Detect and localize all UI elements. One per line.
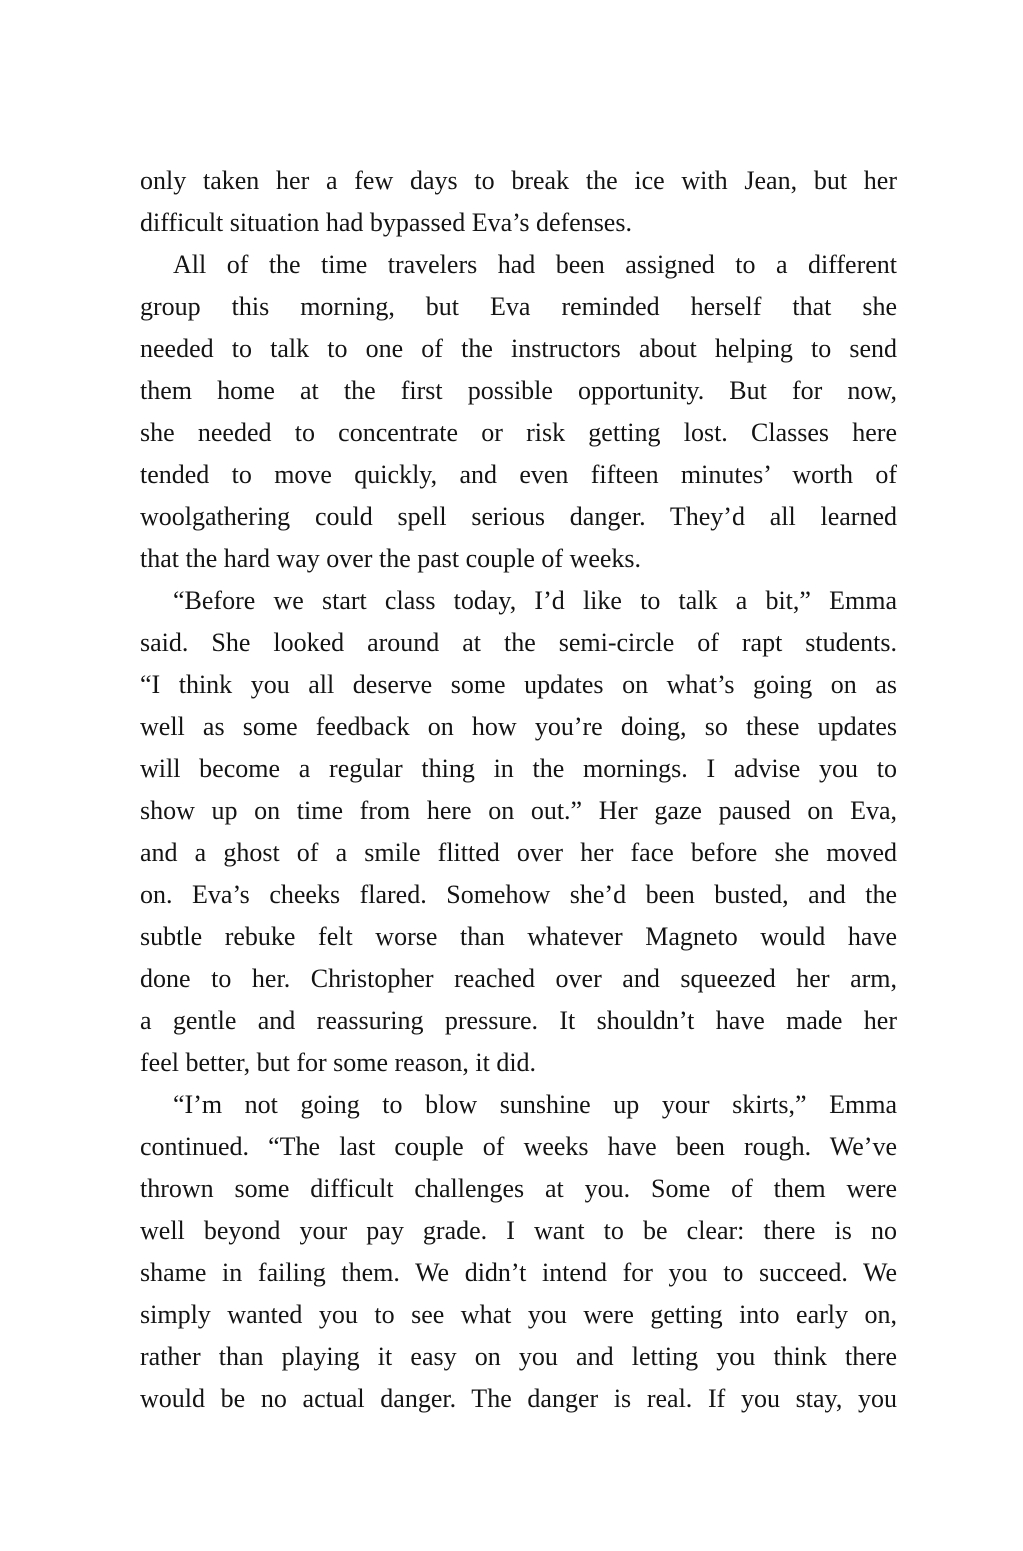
text-line: done to her. Christopher reached over and squeezed her arm, xyxy=(140,964,897,993)
text-line: them home at the first possible opportunity. But for now, xyxy=(140,376,897,405)
text-line: difficult situation had bypassed Eva’s defenses. xyxy=(140,208,632,237)
text-line: a gentle and reassuring pressure. It shouldn’t have made her xyxy=(140,1006,897,1035)
text-line: woolgathering could spell serious danger. They’d all learned xyxy=(140,502,897,531)
text-line: subtle rebuke felt worse than whatever Magneto would have xyxy=(140,922,897,951)
text-line: said. She looked around at the semi-circle of rapt students. xyxy=(140,628,897,657)
text-line: she needed to concentrate or risk getting lost. Classes here xyxy=(140,418,897,447)
text-line: show up on time from here on out.” Her gaze paused on Eva, xyxy=(140,796,897,825)
text-line: will become a regular thing in the mornings. I advise you to xyxy=(140,754,897,783)
text-line: needed to talk to one of the instructors about helping to send xyxy=(140,334,897,363)
text-line: would be no actual danger. The danger is real. If you stay, you xyxy=(140,1384,897,1413)
text-line: group this morning, but Eva reminded herself that she xyxy=(140,292,897,321)
text-line: feel better, but for some reason, it did. xyxy=(140,1048,537,1077)
text-line: and a ghost of a smile flitted over her face before she moved xyxy=(140,838,897,867)
text-line: simply wanted you to see what you were getting into early on, xyxy=(140,1300,897,1329)
text-line: All of the time travelers had been assigned to a different xyxy=(173,250,897,279)
text-line: shame in failing them. We didn’t intend for you to succeed. We xyxy=(140,1258,897,1287)
text-line: rather than playing it easy on you and letting you think there xyxy=(140,1342,897,1371)
text-line: thrown some difficult challenges at you. Some of them were xyxy=(140,1174,897,1203)
text-line: tended to move quickly, and even fifteen minutes’ worth of xyxy=(140,460,897,489)
text-line: “I think you all deserve some updates on what’s going on as xyxy=(140,670,897,699)
text-line: well as some feedback on how you’re doing, so these updates xyxy=(140,712,897,741)
page-text xyxy=(140,160,897,1420)
text-line: well beyond your pay grade. I want to be clear: there is no xyxy=(140,1216,897,1245)
text-line: “I’m not going to blow sunshine up your skirts,” Emma xyxy=(173,1090,897,1119)
text-line: “Before we start class today, I’d like to talk a bit,” Emma xyxy=(173,586,897,615)
text-line: that the hard way over the past couple of weeks. xyxy=(140,544,642,573)
text-line: continued. “The last couple of weeks have been rough. We’ve xyxy=(140,1132,897,1161)
text-line: only taken her a few days to break the ice with Jean, but her xyxy=(140,166,897,195)
text-line: on. Eva’s cheeks flared. Somehow she’d been busted, and the xyxy=(140,880,897,909)
